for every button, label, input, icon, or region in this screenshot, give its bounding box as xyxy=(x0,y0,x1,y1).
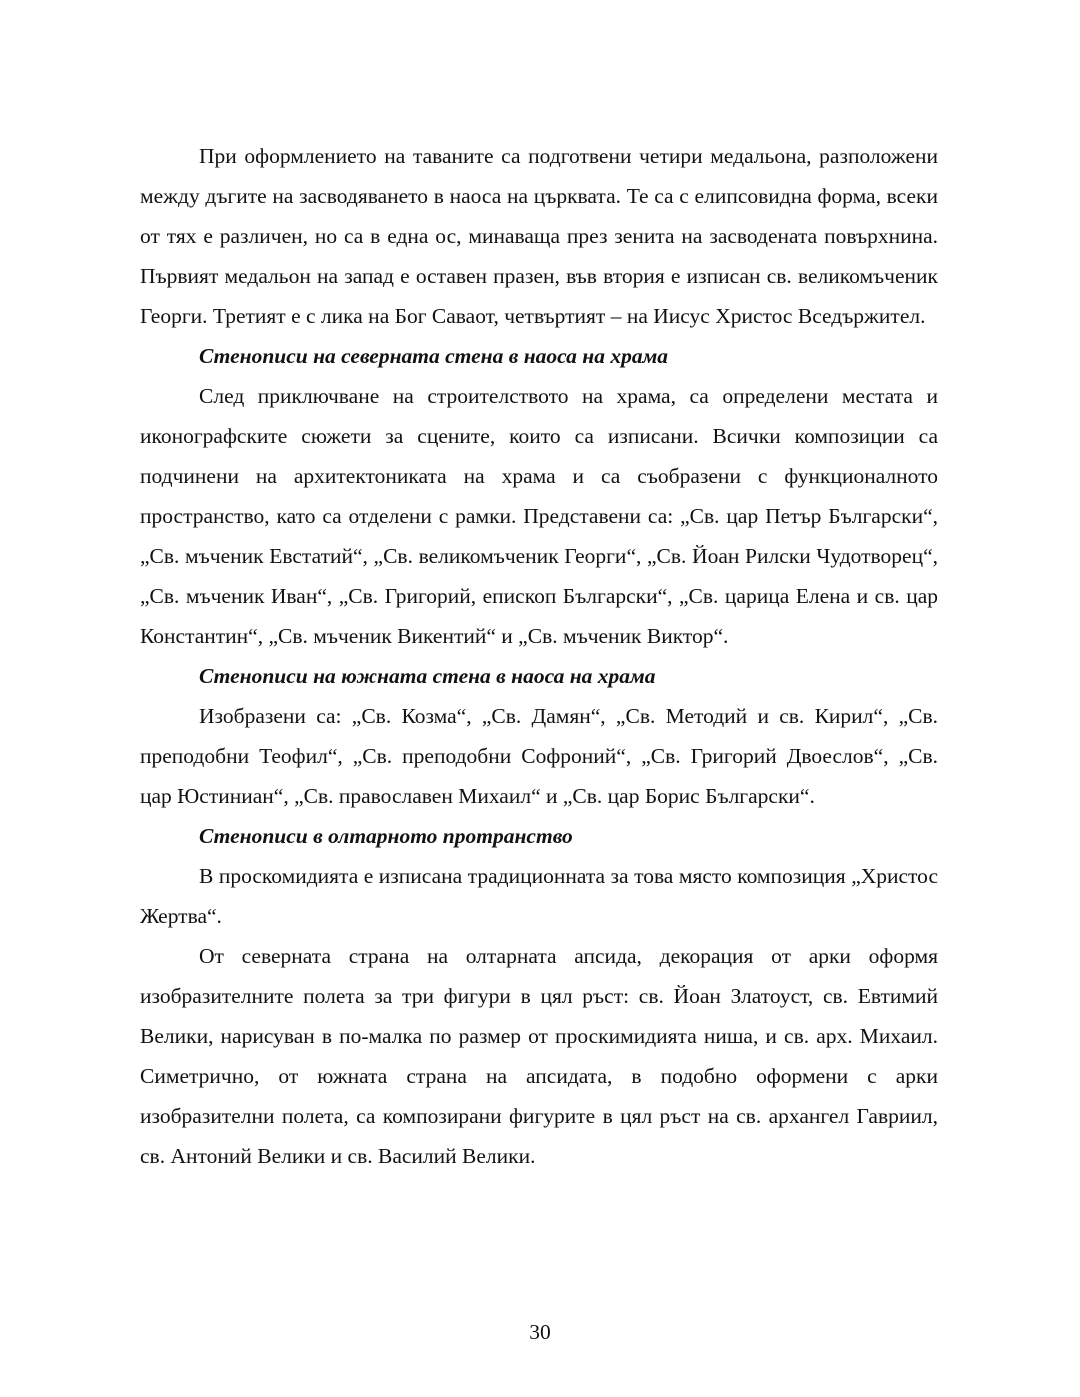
paragraph-medallions: При оформлението на таваните са подготвени четири медальона, разположени между дъгите на засводяването в наоса на църквата. Те са с елипсовидна форма, всеки от тях е различен, но са в една ос, минаваща през зенита на засводената повърхнина. Първият медальон на запад е оставен празен, във втория е изписан св. великомъченик Георги. Третият е с лика на Бог Саваот, четвъртият – на Иисус Христос Вседържител. xyxy=(140,144,938,328)
paragraph-prothesis: В проскомидията е изписана традиционната за това място композиция „Христос Жертва“. xyxy=(140,864,938,928)
paragraph-apse: От северната страна на олтарната апсида, декорация от арки оформя изобразителните полета за три фигури в цял ръст: св. Йоан Златоуст, св. Евтимий Велики, нарисуван в по-малка по размер от проскимидията ниша, и св. арх. Михаил. Симетрично, от южната страна на апсидата, в подобно оформени с арки изобразителни полета, са композирани фигурите в цял ръст на св. архангел Гавриил, св. Антоний Велики и св. Василий Велики. xyxy=(140,944,938,1168)
paragraph-south-wall: Изобразени са: „Св. Козма“, „Св. Дамян“, „Св. Методий и св. Кирил“, „Св. преподобни Теофил“, „Св. преподобни Софроний“, „Св. Григорий Двоеслов“, „Св. цар Юстиниан“, „Св. православен Михаил“ и „Св. цар Борис Български“. xyxy=(140,704,938,808)
page-body xyxy=(140,136,938,1176)
heading-north-wall: Стенописи на северната стена в наоса на храма xyxy=(199,344,669,368)
paragraph-north-wall: След приключване на строителството на храма, са определени местата и иконографските сюжети за сцените, които са изписани. Всички композиции са подчинени на архитектониката на храма и са съобразени с функционалното пространство, като са отделени с рамки. Представени са: „Св. цар Петър Български“, „Св. мъченик Евстатий“, „Св. великомъченик Георги“, „Св. Йоан Рилски Чудотворец“, „Св. мъченик Иван“, „Св. Григорий, епископ Български“, „Св. царица Елена и св. цар Константин“, „Св. мъченик Викентий“ и „Св. мъченик Виктор“. xyxy=(140,384,938,648)
page-number: 30 xyxy=(529,1320,551,1344)
heading-south-wall: Стенописи на южната стена в наоса на храма xyxy=(199,664,656,688)
heading-altar-space: Стенописи в олтарното протранство xyxy=(199,824,573,848)
